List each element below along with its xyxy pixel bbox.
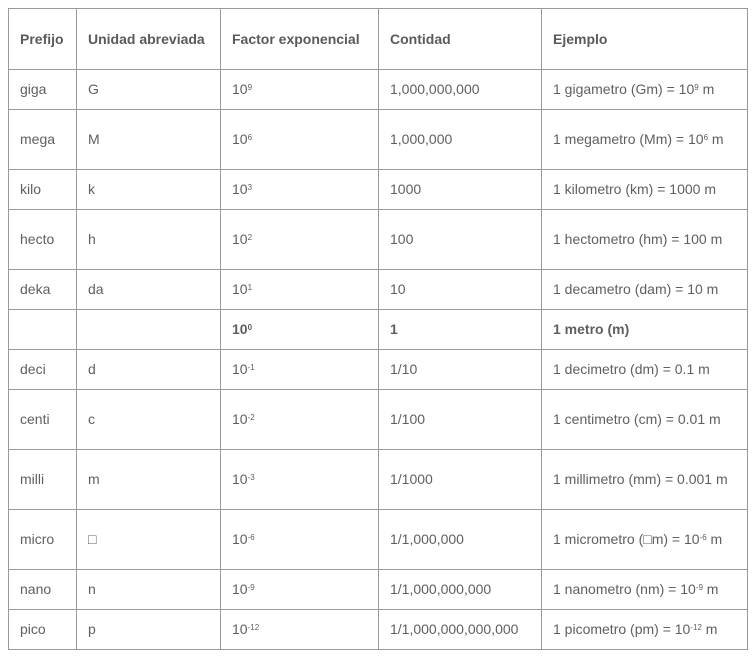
example-cell: 1 metro (m) bbox=[542, 310, 748, 350]
abbreviation-cell: h bbox=[77, 210, 221, 270]
table-row bbox=[9, 170, 748, 210]
quantity-cell: 1/1000 bbox=[379, 450, 542, 510]
header-abbreviation: Unidad abreviada bbox=[77, 9, 221, 70]
quantity-cell: 1/10 bbox=[379, 350, 542, 390]
prefix-cell bbox=[9, 310, 77, 350]
table-row bbox=[9, 570, 748, 610]
prefix-cell: nano bbox=[9, 570, 77, 610]
factor-cell: $10^6$ bbox=[221, 110, 379, 170]
prefix-cell: kilo bbox=[9, 170, 77, 210]
example-cell: 1 picometro $(pm) = 10^{-12}$ m bbox=[542, 610, 748, 650]
prefix-cell: deci bbox=[9, 350, 77, 390]
header-prefix: Prefijo bbox=[9, 9, 77, 70]
example-cell: 1 gigametro $(Gm) = 10^9$ m bbox=[542, 70, 748, 110]
prefix-cell: milli bbox=[9, 450, 77, 510]
table-row bbox=[9, 70, 748, 110]
factor-cell: $10^{-12}$ bbox=[221, 610, 379, 650]
si-prefix-table bbox=[8, 8, 748, 650]
prefix-cell: hecto bbox=[9, 210, 77, 270]
abbreviation-cell bbox=[77, 310, 221, 350]
abbreviation-cell: da bbox=[77, 270, 221, 310]
quantity-cell: 10 bbox=[379, 270, 542, 310]
abbreviation-cell: c bbox=[77, 390, 221, 450]
prefix-cell: deka bbox=[9, 270, 77, 310]
abbreviation-cell: M bbox=[77, 110, 221, 170]
quantity-cell: 1/100 bbox=[379, 390, 542, 450]
example-cell: 1 decametro (dam) = 10 m bbox=[542, 270, 748, 310]
prefix-cell: micro bbox=[9, 510, 77, 570]
example-cell: 1 centimetro (cm) = 0.01 m bbox=[542, 390, 748, 450]
quantity-cell: 1,000,000 bbox=[379, 110, 542, 170]
table-row-base-unit bbox=[9, 310, 748, 350]
prefix-cell: pico bbox=[9, 610, 77, 650]
table-row bbox=[9, 390, 748, 450]
quantity-cell: 100 bbox=[379, 210, 542, 270]
quantity-cell: 1/1,000,000,000,000 bbox=[379, 610, 542, 650]
factor-cell: $10^{-3}$ bbox=[221, 450, 379, 510]
abbreviation-cell: d bbox=[77, 350, 221, 390]
header-exponential-factor: Factor exponencial bbox=[221, 9, 379, 70]
abbreviation-cell: n bbox=[77, 570, 221, 610]
abbreviation-cell: G bbox=[77, 70, 221, 110]
quantity-cell: 1000 bbox=[379, 170, 542, 210]
abbreviation-cell: p bbox=[77, 610, 221, 650]
table-row bbox=[9, 450, 748, 510]
factor-cell: $10^{-9}$ bbox=[221, 570, 379, 610]
example-cell: 1 decimetro (dm) = 0.1 m bbox=[542, 350, 748, 390]
table-row bbox=[9, 610, 748, 650]
factor-cell: $10^9$ bbox=[221, 70, 379, 110]
abbreviation-cell: m bbox=[77, 450, 221, 510]
factor-cell: $10^{-2}$ bbox=[221, 390, 379, 450]
example-cell: 1 megametro $(Mm) = 10^6$ m bbox=[542, 110, 748, 170]
factor-cell: $10^2$ bbox=[221, 210, 379, 270]
prefix-cell: centi bbox=[9, 390, 77, 450]
header-quantity: Contidad bbox=[379, 9, 542, 70]
quantity-cell: 1,000,000,000 bbox=[379, 70, 542, 110]
table-row bbox=[9, 350, 748, 390]
example-cell: 1 micrometro (□m) = $10^{-6}$ m bbox=[542, 510, 748, 570]
quantity-cell: 1/1,000,000,000 bbox=[379, 570, 542, 610]
prefix-cell: mega bbox=[9, 110, 77, 170]
example-cell: 1 nanometro $(nm) = 10^{-9}$ m bbox=[542, 570, 748, 610]
header-row bbox=[9, 9, 748, 70]
table-row bbox=[9, 510, 748, 570]
factor-cell: $10^{-1}$ bbox=[221, 350, 379, 390]
table-row bbox=[9, 110, 748, 170]
example-cell: 1 millimetro (mm) = 0.001 m bbox=[542, 450, 748, 510]
factor-cell: $10^3$ bbox=[221, 170, 379, 210]
factor-cell: $10^{-6}$ bbox=[221, 510, 379, 570]
abbreviation-cell: k bbox=[77, 170, 221, 210]
factor-cell: $10^0$ bbox=[221, 310, 379, 350]
header-example: Ejemplo bbox=[542, 9, 748, 70]
example-cell: 1 kilometro (km) = 1000 m bbox=[542, 170, 748, 210]
abbreviation-cell: □ bbox=[77, 510, 221, 570]
table-row bbox=[9, 210, 748, 270]
table-row bbox=[9, 270, 748, 310]
example-cell: 1 hectometro (hm) = 100 m bbox=[542, 210, 748, 270]
prefix-cell: giga bbox=[9, 70, 77, 110]
factor-cell: $10^1$ bbox=[221, 270, 379, 310]
quantity-cell: 1/1,000,000 bbox=[379, 510, 542, 570]
quantity-cell: 1 bbox=[379, 310, 542, 350]
